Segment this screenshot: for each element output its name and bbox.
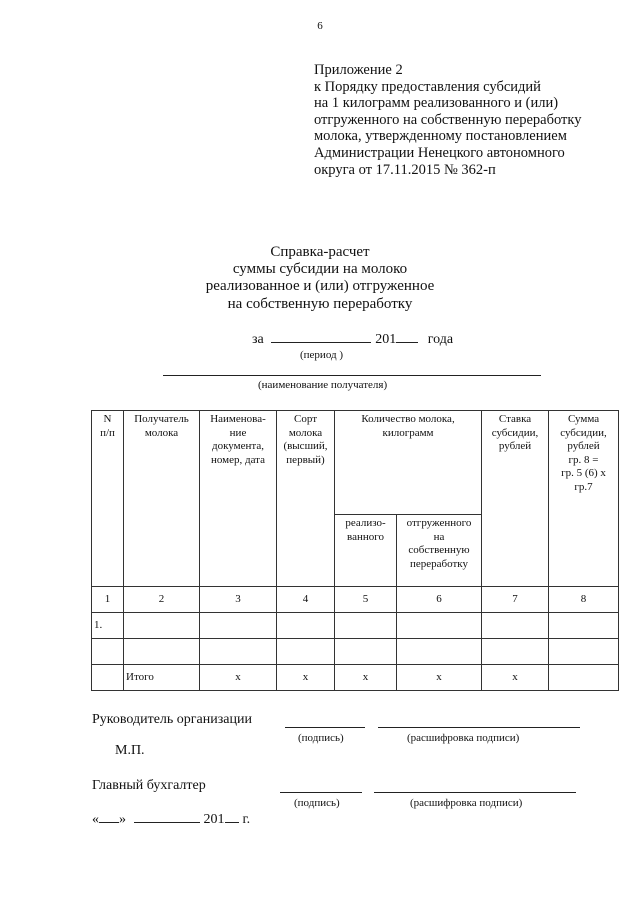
head-signature-line[interactable] — [285, 727, 365, 728]
total-cell — [92, 665, 124, 691]
table-cell[interactable] — [124, 613, 200, 639]
table-cell[interactable] — [482, 639, 549, 665]
appendix-line: отгруженного на собственную переработку — [314, 111, 582, 128]
header-cell: Количество молока, килограмм — [335, 411, 482, 515]
table-cell[interactable] — [549, 613, 619, 639]
recipient-line[interactable] — [163, 375, 541, 376]
accountant-signature-label: Главный бухгалтер — [92, 778, 206, 793]
table-row — [92, 613, 619, 639]
column-number: 2 — [124, 587, 200, 613]
appendix-reference — [314, 62, 581, 178]
total-cell: х — [482, 665, 549, 691]
table-cell[interactable] — [277, 639, 335, 665]
head-decode-line[interactable] — [378, 727, 580, 728]
total-cell: х — [277, 665, 335, 691]
total-label: Итого — [124, 665, 200, 691]
title-line: суммы субсидии на молоко — [232, 261, 408, 278]
header-cell: Сумма субсидии, рублей гр. 8 = гр. 5 (6) х гр.7 — [549, 411, 619, 587]
column-number: 8 — [549, 587, 619, 613]
column-number: 7 — [482, 587, 549, 613]
header-cell: реализо- ванного — [335, 515, 397, 587]
header-cell: Ставка субсидии, рублей — [482, 411, 549, 587]
period-year: 201 — [375, 332, 397, 347]
header-cell: Наименова- ние документа, номер, дата — [200, 411, 277, 587]
page-number: 6 — [317, 20, 323, 32]
table-cell[interactable] — [397, 639, 482, 665]
total-row — [92, 665, 619, 691]
table-header-row — [92, 411, 619, 515]
date-suffix: г. — [242, 812, 251, 827]
column-number: 6 — [397, 587, 482, 613]
title-line: Справка-расчет — [270, 244, 370, 260]
column-number: 5 — [335, 587, 397, 613]
column-number: 1 — [92, 587, 124, 613]
total-cell: х — [335, 665, 397, 691]
period-caption: (период ) — [300, 349, 344, 361]
table-cell[interactable] — [335, 613, 397, 639]
stamp-label: М.П. — [115, 743, 145, 758]
table-cell[interactable] — [92, 639, 124, 665]
table-cell[interactable] — [200, 613, 277, 639]
period-blank[interactable] — [271, 331, 371, 343]
table-cell[interactable] — [335, 639, 397, 665]
period-suffix: года — [427, 332, 454, 347]
table-cell[interactable] — [200, 639, 277, 665]
appendix-line: округа от 17.11.2015 № 362-п — [314, 161, 496, 178]
date-month-blank[interactable] — [134, 811, 200, 823]
table-cell[interactable] — [482, 613, 549, 639]
appendix-line: молока, утвержденному постановлением — [314, 128, 567, 145]
table-cell[interactable] — [549, 639, 619, 665]
appendix-line: Приложение 2 — [314, 62, 403, 78]
period-year-blank[interactable] — [396, 331, 418, 343]
period-line — [252, 331, 453, 348]
table-cell[interactable] — [277, 613, 335, 639]
head-decode-caption: (расшифровка подписи) — [407, 732, 520, 744]
header-cell: Получатель молока — [124, 411, 200, 587]
date-open-quote: « — [92, 812, 99, 827]
title-line: реализованное и (или) отгруженное — [205, 278, 435, 295]
header-cell: Сорт молока (высший, первый) — [277, 411, 335, 587]
accountant-decode-line[interactable] — [374, 792, 576, 793]
document-title — [0, 244, 640, 313]
total-cell[interactable] — [549, 665, 619, 691]
date-day-blank[interactable] — [99, 811, 119, 823]
header-cell: отгруженного на собственную переработку — [397, 515, 482, 587]
date-year-blank[interactable] — [225, 811, 239, 823]
table-cell[interactable] — [124, 639, 200, 665]
period-prefix: за — [252, 332, 264, 347]
appendix-line: Администрации Ненецкого автономного — [314, 144, 565, 161]
appendix-line: к Порядку предоставления субсидий — [314, 78, 541, 95]
subsidy-table — [91, 410, 619, 691]
date-year: 201 — [203, 812, 225, 827]
head-sign-caption: (подпись) — [298, 732, 344, 744]
table-cell[interactable] — [397, 613, 482, 639]
column-number: 3 — [200, 587, 277, 613]
recipient-caption: (наименование получателя) — [258, 379, 388, 391]
column-numbers-row — [92, 587, 619, 613]
title-line: на собственную переработку — [227, 295, 413, 312]
row-number: 1. — [92, 613, 124, 639]
accountant-signature-line[interactable] — [280, 792, 362, 793]
appendix-line: на 1 килограмм реализованного и (или) — [314, 95, 559, 112]
accountant-sign-caption: (подпись) — [294, 797, 340, 809]
header-cell: N п/п — [92, 411, 124, 587]
column-number: 4 — [277, 587, 335, 613]
date-line — [92, 811, 250, 828]
table-row — [92, 639, 619, 665]
accountant-decode-caption: (расшифровка подписи) — [410, 797, 523, 809]
head-signature-label: Руководитель организации — [92, 712, 252, 727]
total-cell: х — [397, 665, 482, 691]
total-cell: х — [200, 665, 277, 691]
date-close-quote: » — [119, 812, 126, 827]
